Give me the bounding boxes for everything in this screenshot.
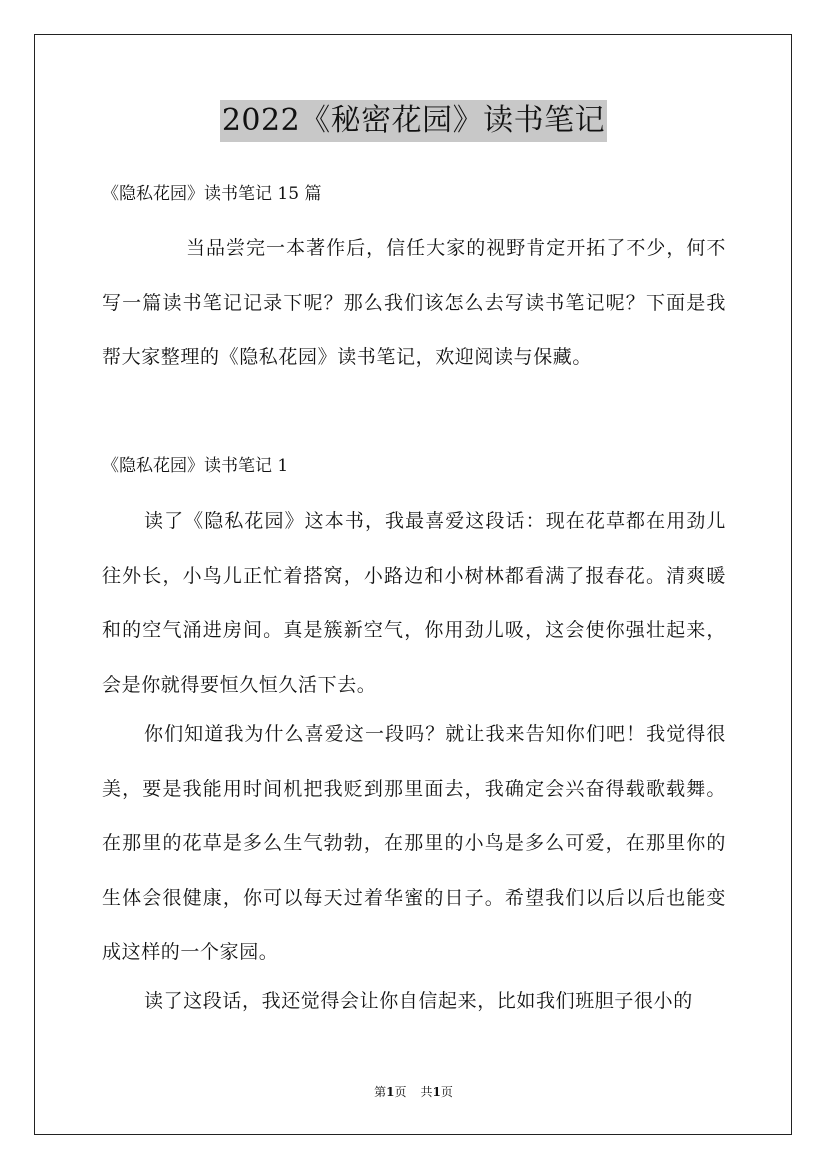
page-footer xyxy=(0,1082,827,1102)
document-title: 2022《秘密花园》读书笔记 xyxy=(220,100,607,142)
total-label-suffix: 页 xyxy=(440,1085,453,1099)
document-subtitle: 《隐私花园》读书笔记 15 篇 xyxy=(102,184,322,204)
section-heading: 《隐私花园》读书笔记 1 xyxy=(102,456,289,476)
body-paragraph-2: 你们知道我为什么喜爱这一段吗？就让我来告知你们吧！我觉得很美，要是我能用时间机把我贬到那里面去，我确定会兴奋得载歌载舞。在那里的花草是多么生气勃勃，在那里的小鸟是多么可爱，在那里你的生体会很健康，你可以每天过着华蜜的日子。希望我们以后以后也能变成这样的一个家园。 xyxy=(102,723,726,963)
title-container xyxy=(0,100,827,142)
body-paragraph-3: 读了这段话，我还觉得会让你自信起来，比如我们班胆子很小的 xyxy=(144,990,693,1012)
intro-paragraph: 当品尝完一本著作后，信任大家的视野肯定开拓了不少，何不写一篇读书笔记记录下呢？那么我们该怎么去写读书笔记呢？下面是我帮大家整理的《隐私花园》读书笔记，欢迎阅读与保藏。 xyxy=(102,237,726,368)
page-label-suffix: 页 xyxy=(394,1085,407,1099)
total-label-prefix: 共 xyxy=(420,1085,433,1099)
page-number-current: 1 xyxy=(386,1085,395,1099)
body-paragraph-1: 读了《隐私花园》这本书，我最喜爱这段话：现在花草都在用劲儿往外长，小鸟儿正忙着搭窝，小路边和小树林都看满了报春花。清爽暖和的空气涌进房间。真是簇新空气，你用劲儿吸，这会使你强壮起来，会是你就得要恒久恒久活下去。 xyxy=(102,510,726,696)
page-number-total: 1 xyxy=(432,1085,441,1099)
page-label-prefix: 第 xyxy=(374,1085,387,1099)
